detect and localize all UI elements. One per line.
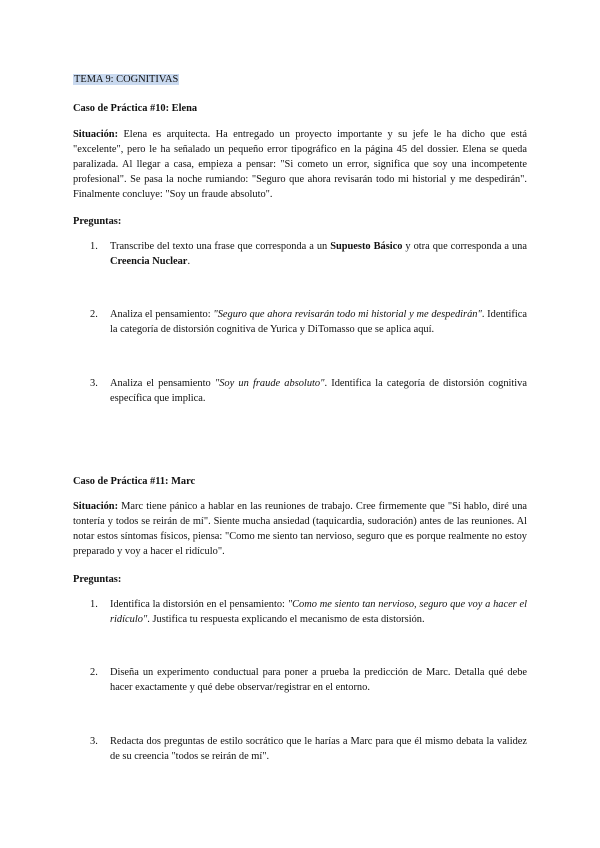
case-10-questions-label: Preguntas: [73, 216, 122, 227]
case-10-question-1 [90, 239, 527, 269]
case-11-question-3 [90, 734, 527, 764]
question-text: Analiza el pensamiento: [110, 309, 214, 320]
question-text: . [187, 256, 191, 267]
question-text: Analiza el pensamiento [110, 378, 215, 389]
tema-heading-text: TEMA 9: COGNITIVAS [74, 74, 179, 85]
question-text: . Justifica tu respuesta explicando el mecanismo de esta distorsión. [147, 614, 425, 625]
question-text: . Identifica la categoría de distorsión cognitiva específica que implica. [110, 378, 527, 404]
case-11-question-2 [90, 665, 527, 695]
question-text: . Identifica la categoría de distorsión cognitiva de Yurica y DiTomasso que se aplica aquí. [110, 309, 527, 335]
case-10-situation-text: Elena es arquitecta. Ha entregado un proyecto importante y su jefe le ha dicho que está "excelente", pero le ha señalado un pequeño error tipográfico en la página 45 del dossier. Elena se queda paralizada. Al llegar a casa, empieza a pensar: "Si cometo un error, significa que soy una incompetente profesional". Se pasa la noche rumiando: "Seguro que ahora revisarán todo mi historial y me despedirán". Finalmente concluye: "Soy un fraude absoluto". [73, 129, 527, 200]
question-number: 1. [90, 241, 98, 252]
case-11-situation [73, 499, 527, 559]
question-bold-term: Supuesto Básico [330, 241, 403, 252]
case-11-situation-label: Situación: [73, 501, 119, 512]
question-number: 1. [90, 599, 98, 610]
question-number: 3. [90, 378, 98, 389]
case-10-situation [73, 127, 527, 202]
question-number: 2. [90, 309, 98, 320]
case-10-question-3 [90, 376, 527, 406]
case-11-situation-text: Marc tiene pánico a hablar en las reuniones de trabajo. Cree firmemente que "Si hablo, diré una tontería y todos se reirán de mí". Siente mucha ansiedad (taquicardia, sudoración) antes de las reuniones. Al notar estos síntomas físicos, piensa: "Como me siento tan nervioso, seguro que es porque realmente no estoy preparado y voy a hacer el ridículo". [73, 501, 527, 557]
question-bold-term: Creencia Nuclear [110, 256, 188, 267]
question-quote: "Como me siento tan nervioso, seguro que voy a hacer el ridículo" [110, 599, 528, 625]
question-text: Identifica la distorsión en el pensamiento: [110, 599, 288, 610]
tema-heading [73, 72, 527, 87]
case-10-question-2 [90, 307, 527, 337]
question-text: y otra que corresponda a una [402, 241, 527, 252]
question-text: Transcribe del texto una frase que corresponda a un [110, 241, 331, 252]
question-number: 2. [90, 667, 98, 678]
case-10-title: Caso de Práctica #10: Elena [73, 103, 198, 114]
case-10-situation-label: Situación: [73, 129, 119, 140]
case-11-title: Caso de Práctica #11: Marc [73, 476, 196, 487]
case-11-question-1 [90, 597, 527, 627]
question-quote: "Seguro que ahora revisarán todo mi historial y me despedirán" [213, 309, 482, 320]
question-number: 3. [90, 736, 98, 747]
question-text: Diseña un experimento conductual para poner a prueba la predicción de Marc. Detalla qué debe hacer exactamente y qué debe observar/registrar en el entorno. [110, 667, 527, 693]
case-11-questions-label: Preguntas: [73, 574, 122, 585]
question-text: Redacta dos preguntas de estilo socrático que le harías a Marc para que él mismo debata la validez de su creencia "todos se reirán de mí". [110, 736, 527, 762]
question-quote: "Soy un fraude absoluto" [214, 378, 325, 389]
